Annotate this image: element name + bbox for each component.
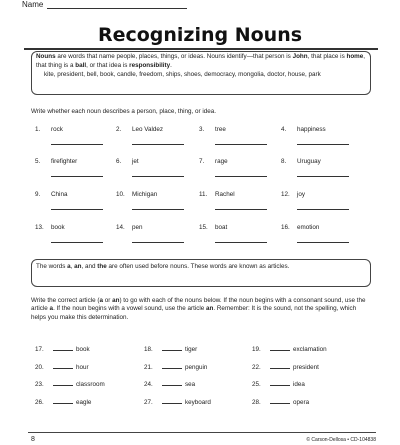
article-blank[interactable] xyxy=(162,363,182,369)
answer-blank[interactable] xyxy=(297,176,349,177)
articles-text xyxy=(36,263,366,271)
article-an: an xyxy=(74,263,82,270)
instr-article-an: an xyxy=(112,297,120,304)
item-number: 25. xyxy=(252,381,261,388)
noun-item xyxy=(116,158,139,165)
definition-part: . xyxy=(170,61,172,69)
noun-item xyxy=(116,126,163,133)
item-number: 26. xyxy=(35,399,44,406)
answer-blank[interactable] xyxy=(51,176,103,177)
article-item xyxy=(35,345,90,353)
article-item xyxy=(252,380,305,388)
name-label: Name xyxy=(22,0,44,9)
answer-blank[interactable] xyxy=(215,144,267,145)
article-item xyxy=(144,380,195,388)
noun-word: opera xyxy=(293,399,310,406)
definition-text xyxy=(36,53,366,70)
noun-word: jet xyxy=(132,158,139,165)
item-number: 5. xyxy=(35,158,41,165)
noun-item xyxy=(281,224,319,231)
item-number: 14. xyxy=(116,224,125,231)
answer-blank[interactable] xyxy=(297,209,349,210)
noun-word: eagle xyxy=(76,399,92,406)
noun-item xyxy=(281,158,321,165)
article-item xyxy=(35,398,91,406)
noun-item xyxy=(35,126,63,133)
answer-blank[interactable] xyxy=(132,242,184,243)
item-number: 16. xyxy=(281,224,290,231)
noun-word: exclamation xyxy=(293,346,327,353)
answer-blank[interactable] xyxy=(215,209,267,210)
answer-blank[interactable] xyxy=(215,176,267,177)
article-item xyxy=(144,345,197,353)
definition-part: , that thing is a xyxy=(36,53,366,69)
instr-article-a: a xyxy=(99,297,103,304)
footer-rule xyxy=(28,432,376,433)
noun-word: keyboard xyxy=(185,399,211,406)
noun-item xyxy=(35,224,65,231)
instr-article-a: a xyxy=(49,305,54,313)
noun-word: Leo Valdez xyxy=(132,126,164,133)
noun-item xyxy=(35,191,67,198)
articles-part: , and xyxy=(81,263,98,270)
article-blank[interactable] xyxy=(162,398,182,404)
noun-word: tiger xyxy=(185,346,198,353)
definition-part: , that place is xyxy=(307,53,347,60)
page-title: Recognizing Nouns xyxy=(97,24,303,46)
noun-item xyxy=(199,224,227,231)
item-number: 23. xyxy=(35,381,44,388)
noun-word: Rachel xyxy=(215,191,235,198)
example-idea: responsibility xyxy=(129,61,171,69)
instr-article-an: an xyxy=(206,305,214,313)
noun-word: sea xyxy=(185,381,196,388)
articles-part: are often used before nouns. These words are known as articles. xyxy=(106,263,290,270)
answer-blank[interactable] xyxy=(215,242,267,243)
item-number: 8. xyxy=(281,158,287,165)
item-number: 13. xyxy=(35,224,44,231)
noun-word: idea xyxy=(293,381,305,388)
item-number: 2. xyxy=(116,126,122,133)
instr-part: . If the noun begins with a vowel sound, use the article xyxy=(53,305,207,313)
noun-item xyxy=(35,158,77,165)
answer-blank[interactable] xyxy=(51,144,103,145)
answer-blank[interactable] xyxy=(297,144,349,145)
article-item xyxy=(144,398,211,406)
noun-item xyxy=(199,126,226,133)
page-number: 8 xyxy=(31,436,35,443)
instr-part: or xyxy=(102,297,113,304)
part2-instructions xyxy=(31,297,371,322)
item-number: 10. xyxy=(116,191,125,198)
noun-word: emotion xyxy=(297,224,320,231)
item-number: 9. xyxy=(35,191,41,198)
article-blank[interactable] xyxy=(162,345,182,351)
item-number: 6. xyxy=(116,158,122,165)
article-a: a xyxy=(67,263,71,270)
instr-part: . Remember: It is the sound, not the spelling, which helps you make this determination. xyxy=(31,305,357,321)
article-blank[interactable] xyxy=(53,398,73,404)
noun-word: Michigan xyxy=(132,191,158,198)
noun-word: happiness xyxy=(297,126,326,133)
instr-part: Write the correct article ( xyxy=(31,297,100,304)
item-number: 1. xyxy=(35,126,41,133)
item-number: 11. xyxy=(199,191,208,198)
answer-blank[interactable] xyxy=(132,144,184,145)
item-number: 4. xyxy=(281,126,287,133)
article-blank[interactable] xyxy=(270,363,290,369)
answer-blank[interactable] xyxy=(51,242,103,243)
noun-word: firefighter xyxy=(51,158,78,165)
noun-word: penguin xyxy=(185,364,208,371)
item-number: 3. xyxy=(199,126,205,133)
noun-word: rage xyxy=(215,158,228,165)
instr-part: ) to go with each of the nouns below. If the noun begins with a consonant sound, use the article xyxy=(31,297,366,313)
article-item xyxy=(252,398,309,406)
part1-instructions: Write whether each noun describes a person, place, thing, or idea. xyxy=(31,108,217,115)
article-blank[interactable] xyxy=(270,398,290,404)
example-place: home xyxy=(346,53,364,60)
noun-word: classroom xyxy=(76,381,105,388)
article-the: the xyxy=(97,263,107,270)
item-number: 27. xyxy=(144,399,153,406)
answer-blank[interactable] xyxy=(132,209,184,210)
article-blank[interactable] xyxy=(270,380,290,386)
articles-part: The words xyxy=(36,263,68,270)
noun-word: book xyxy=(76,346,90,353)
item-number: 7. xyxy=(199,158,205,165)
article-item xyxy=(144,363,207,371)
article-blank[interactable] xyxy=(270,345,290,351)
article-item xyxy=(252,363,319,371)
example-person: John xyxy=(292,53,308,60)
noun-word: boat xyxy=(215,224,228,231)
noun-word: hour xyxy=(76,364,89,371)
article-item xyxy=(35,363,89,371)
definition-examples: kite, president, bell, book, candle, freedom, ships, shoes, democracy, mongolia, doctor, house, park xyxy=(44,71,321,78)
definition-term: Nouns xyxy=(36,53,56,60)
item-number: 17. xyxy=(35,346,44,353)
noun-item xyxy=(116,224,143,231)
article-item xyxy=(252,345,327,353)
noun-word: book xyxy=(51,224,65,231)
definition-part: are words that name people, places, things, or ideas. Nouns identify—that person is xyxy=(55,53,293,60)
item-number: 18. xyxy=(144,346,153,353)
noun-item xyxy=(199,191,235,198)
article-blank[interactable] xyxy=(53,363,73,369)
article-blank[interactable] xyxy=(162,380,182,386)
articles-part: , xyxy=(70,263,75,270)
name-blank[interactable] xyxy=(47,8,187,9)
noun-word: rock xyxy=(51,126,63,133)
noun-word: Uruguay xyxy=(297,158,321,165)
noun-word: China xyxy=(51,191,68,198)
item-number: 20. xyxy=(35,364,44,371)
noun-word: tree xyxy=(215,126,226,133)
item-number: 24. xyxy=(144,381,153,388)
article-item xyxy=(35,380,105,388)
example-thing: ball xyxy=(75,61,87,69)
noun-item xyxy=(199,158,228,165)
item-number: 28. xyxy=(252,399,261,406)
noun-word: joy xyxy=(297,191,306,198)
noun-item xyxy=(116,191,157,198)
noun-item xyxy=(281,126,326,133)
answer-blank[interactable] xyxy=(132,176,184,177)
noun-word: president xyxy=(293,364,319,371)
noun-item xyxy=(281,191,305,198)
answer-blank[interactable] xyxy=(51,209,103,210)
article-blank[interactable] xyxy=(53,345,73,351)
noun-word: pen xyxy=(132,224,143,231)
item-number: 12. xyxy=(281,191,290,198)
item-number: 15. xyxy=(199,224,208,231)
item-number: 21. xyxy=(144,364,153,371)
item-number: 22. xyxy=(252,364,261,371)
item-number: 19. xyxy=(252,346,261,353)
answer-blank[interactable] xyxy=(297,242,349,243)
definition-part: , or that idea is xyxy=(86,61,130,69)
article-blank[interactable] xyxy=(53,380,73,386)
title-rule xyxy=(24,48,378,50)
copyright: © Carson-Dellosa • CD-104838 xyxy=(306,437,376,443)
